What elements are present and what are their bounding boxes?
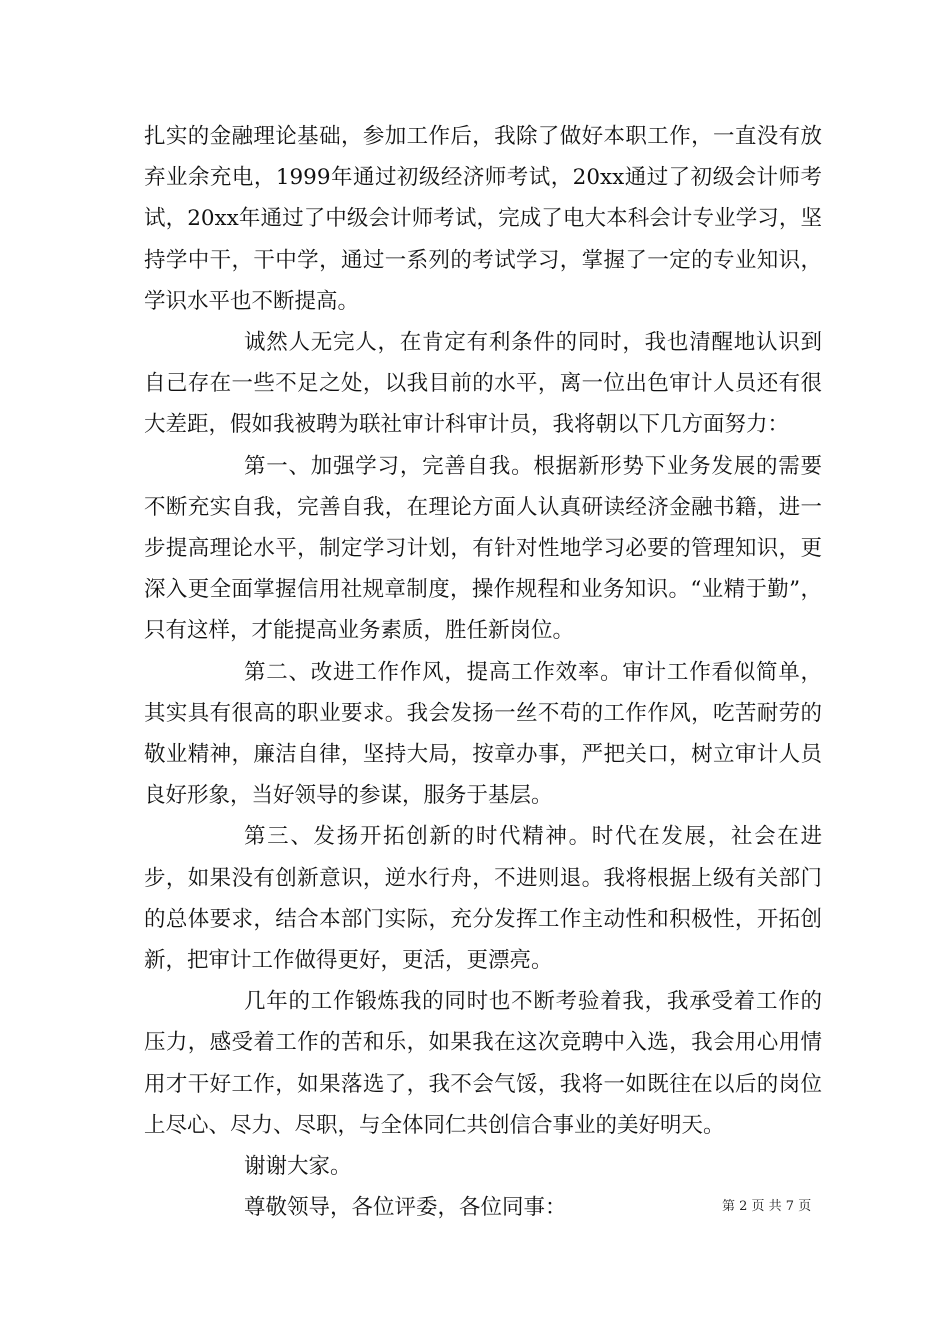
paragraph-3: 第一、加强学习，完善自我。根据新形势下业务发展的需要不断充实自我，完善自我，在理论方面人认真研读经济金融书籍，进一步提高理论水平，制定学习计划，有针对性地学习必要的管理知识，更深入更全面掌握信用社规章制度，操作规程和业务知识。“业精于勤”，只有这样，才能提高业务素质，胜任新岗位。 [144,453,822,644]
paragraph-2: 诚然人无完人，在肯定有利条件的同时，我也清醒地认识到自己存在一些不足之处，以我目前的水平，离一位出色审计人员还有很大差距，假如我被聘为联社审计科审计员，我将朝以下几方面努力： [144,330,822,438]
page-number-footer: 第 2 页 共 7 页 [722,1199,812,1214]
paragraph-5: 第三、发扬开拓创新的时代精神。时代在发展，社会在进步，如果没有创新意识，逆水行舟，不进则退。我将根据上级有关部门的总体要求，结合本部门实际，充分发挥工作主动性和积极性，开拓创新，把审计工作做得更好，更活，更漂亮。 [144,824,822,974]
paragraph-6: 几年的工作锻炼我的同时也不断考验着我，我承受着工作的压力，感受着工作的苦和乐，如果我在这次竞聘中入选，我会用心用情用才干好工作，如果落选了，我不会气馁，我将一如既往在以后的岗位上尽心、尽力、尽职，与全体同仁共创信合事业的美好明天。 [144,989,822,1138]
paragraph-4: 第二、改进工作作风，提高工作效率。审计工作看似简单，其实具有很高的职业要求。我会发扬一丝不苟的工作作风，吃苦耐劳的敬业精神，廉洁自律，坚持大局，按章办事，严把关口，树立审计人员良好形象，当好领导的参谋，服务于基层。 [144,659,822,809]
paragraph-8: 尊敬领导，各位评委，各位同事： [244,1195,567,1221]
document-body [144,116,822,1228]
paragraph-7: 谢谢大家。 [244,1154,352,1180]
paragraph-1: 扎实的金融理论基础，参加工作后，我除了做好本职工作，一直没有放弃业余充电，1999年通过初级经济师考试，20xx通过了初级会计师考试，20xx年通过了中级会计师考试，完成了电大本科会计专业学习，坚持学中干，干中学，通过一系列的考试学习，掌握了一定的专业知识，学识水平也不断提高。 [144,124,822,314]
